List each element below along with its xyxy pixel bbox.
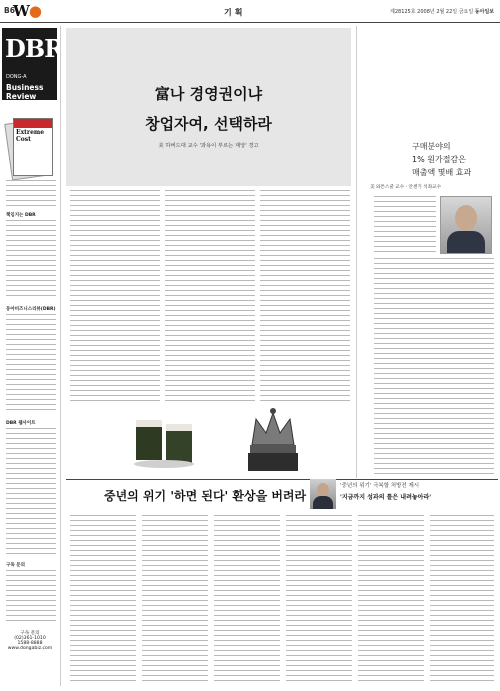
contact-label: 구독 문의 bbox=[20, 631, 40, 636]
bottom-article-rule bbox=[66, 479, 498, 480]
sidebar-heading: 동아비즈니스리뷰(DBR) bbox=[6, 307, 56, 312]
article-column bbox=[165, 190, 255, 402]
dbr-title: Business Review bbox=[6, 83, 44, 101]
article-column bbox=[374, 196, 436, 254]
bottom-author-body bbox=[313, 496, 333, 509]
sidebar-text-block bbox=[6, 314, 56, 414]
right-byline: 美 와튼스쿨 교수 · 안셴기 석좌교수 bbox=[370, 185, 442, 190]
section-logo: W● bbox=[13, 2, 41, 20]
contact-phone: (02)361-1010 bbox=[14, 636, 46, 641]
main-headline-line2: 창업자여, 선택하라 bbox=[145, 115, 272, 133]
bottom-author-photo bbox=[310, 479, 336, 509]
column-divider bbox=[60, 26, 61, 686]
contact-phone: 1588-8888 bbox=[17, 641, 43, 646]
article-column bbox=[70, 515, 136, 685]
author-body bbox=[447, 231, 485, 253]
article-column bbox=[286, 515, 352, 685]
right-headline-line1: 구매분야의 bbox=[412, 142, 451, 151]
article-column bbox=[358, 515, 424, 685]
sidebar-text-block bbox=[6, 180, 56, 208]
issue-number: 제28125호 bbox=[390, 9, 416, 15]
bottom-subhead1: '중년의 위기' 극복할 처방전 제시 bbox=[340, 483, 420, 489]
logo-letter: W bbox=[13, 2, 29, 20]
article-column bbox=[70, 190, 160, 402]
article-column bbox=[214, 515, 280, 685]
magazine-cover-bar bbox=[14, 119, 52, 128]
dbr-small-label: DONG-A bbox=[6, 74, 27, 80]
main-subhead: 美 하버드대 교수 '과욕이 부르는 재앙' 경고 bbox=[158, 143, 259, 149]
bottom-headline: 중년의 위기 '하면 된다' 환상을 버려라 bbox=[104, 489, 307, 503]
magazine-cover-image bbox=[13, 118, 53, 176]
sidebar-heading: 책임지는 DBR bbox=[6, 213, 36, 218]
contact-box bbox=[2, 630, 58, 685]
sidebar-text-block bbox=[6, 428, 56, 558]
bottom-subhead2: '지금까지 성과의 틀은 내려놓아라' bbox=[340, 494, 432, 501]
sidebar-heading: 구독 문의 bbox=[6, 563, 25, 568]
sidebar-heading: DBR 웹사이트 bbox=[6, 421, 36, 426]
bottom-author-face bbox=[317, 483, 329, 497]
article-column bbox=[374, 258, 494, 474]
magazine-cover-title: Extreme Cost bbox=[16, 129, 45, 143]
main-headline-line1: 富나 경영권이냐 bbox=[154, 85, 263, 103]
paper-name: 동아일보 bbox=[474, 9, 495, 15]
page-number: B6 bbox=[4, 6, 15, 15]
sidebar-text-block bbox=[6, 220, 56, 300]
sidebar-text-block bbox=[6, 570, 56, 625]
column-divider bbox=[356, 26, 357, 478]
right-headline-line2: 1% 원가절감은 bbox=[412, 155, 466, 164]
issue-date: 2008년 2월 22일 금요일 bbox=[417, 9, 474, 15]
right-headline-line3: 매출액 몇배 효과 bbox=[412, 168, 472, 177]
seaweed-rolls-image bbox=[130, 412, 200, 470]
article-column bbox=[260, 190, 350, 402]
crown-image bbox=[240, 405, 306, 477]
headline-panel bbox=[66, 28, 351, 186]
article-column bbox=[430, 515, 494, 685]
article-column bbox=[142, 515, 208, 685]
author-face bbox=[455, 205, 477, 231]
contact-url: www.dongabiz.com bbox=[7, 646, 53, 651]
dbr-logo-text: DBR bbox=[5, 34, 64, 63]
author-photo bbox=[440, 196, 492, 254]
dbr-logo-box bbox=[2, 28, 64, 101]
section-title: 기획 bbox=[224, 8, 246, 17]
dateline bbox=[390, 8, 494, 15]
